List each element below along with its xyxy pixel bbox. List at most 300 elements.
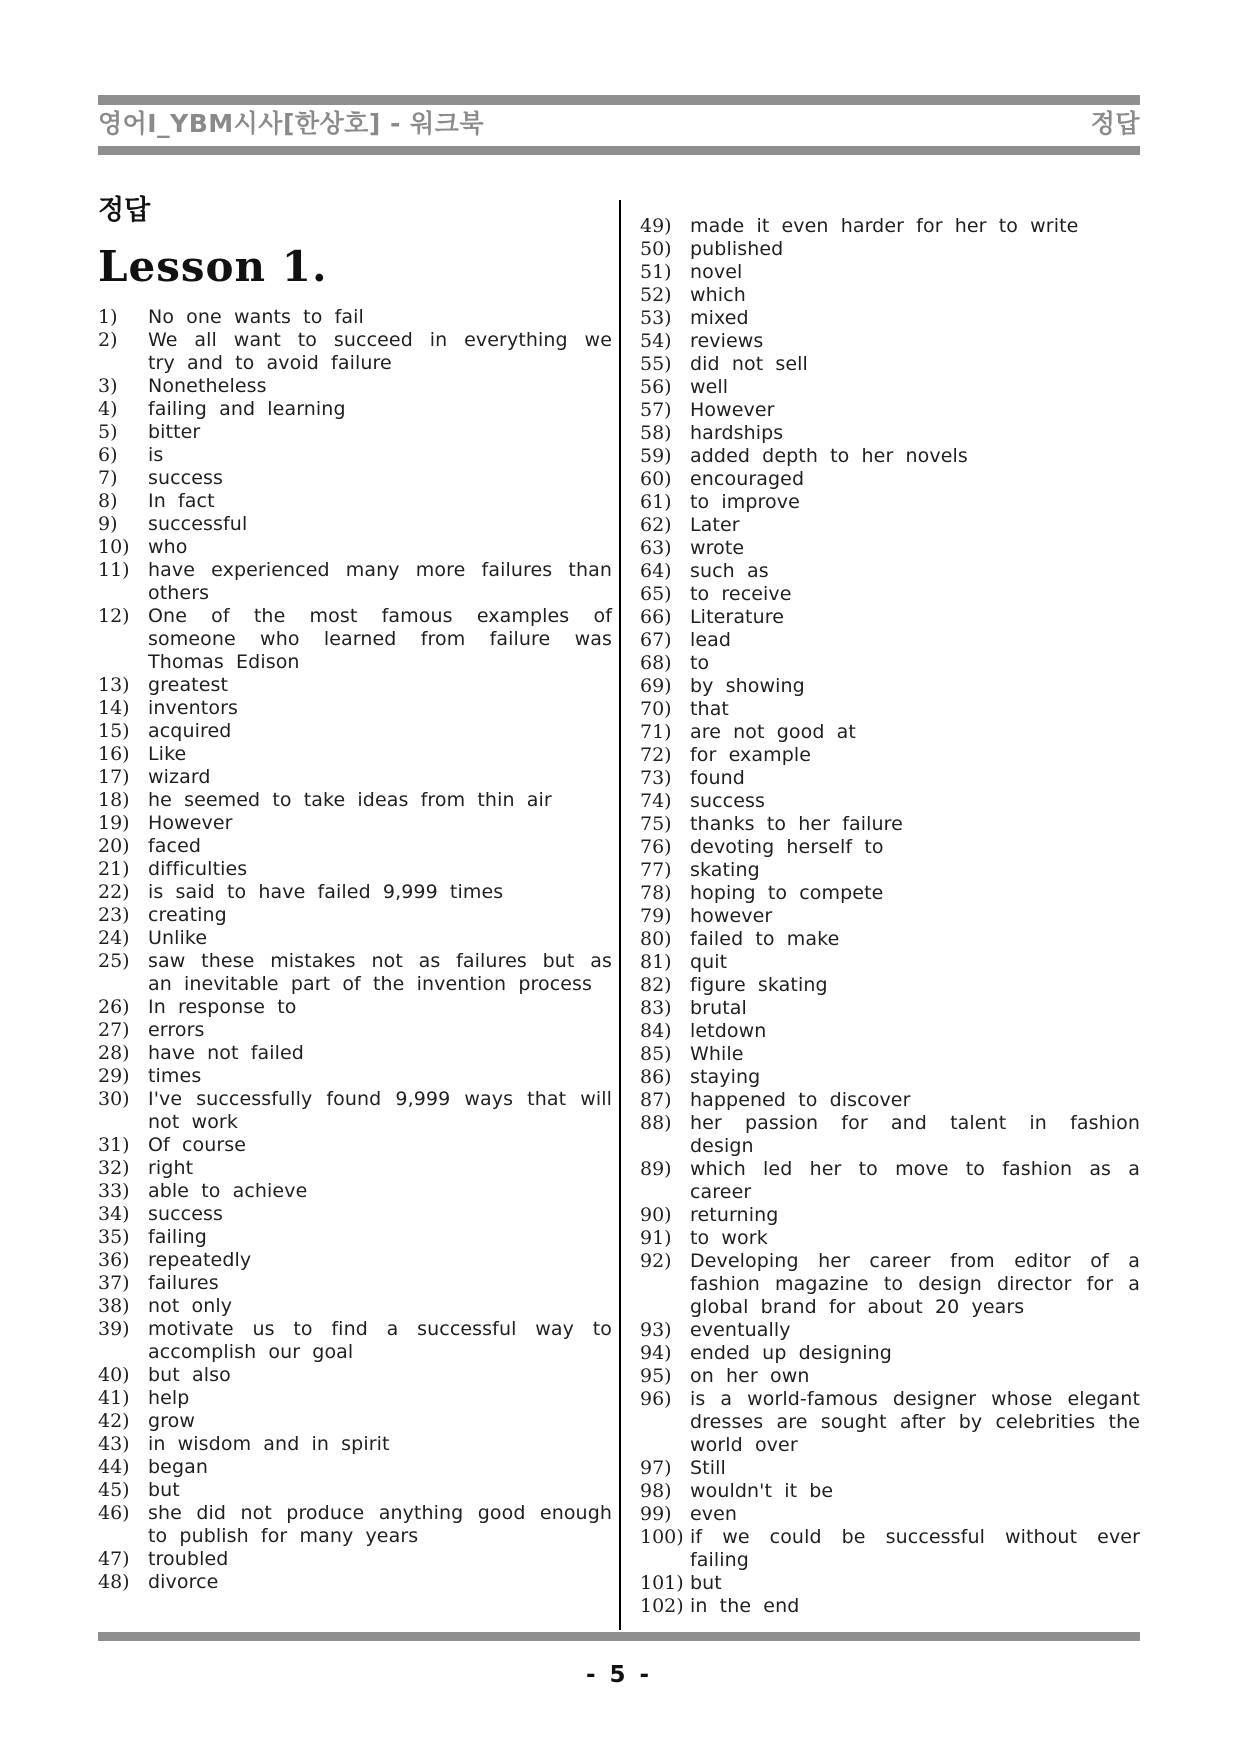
answer-number: 65) — [640, 583, 672, 605]
answer-item — [640, 629, 1140, 652]
answer-item — [640, 905, 1140, 928]
answer-item — [640, 813, 1140, 836]
answer-number: 74) — [640, 790, 672, 812]
answer-item — [640, 652, 1140, 675]
answer-item — [640, 238, 1140, 261]
answer-number: 48) — [98, 1571, 130, 1593]
answer-number: 42) — [98, 1410, 130, 1432]
answer-number: 68) — [640, 652, 672, 674]
answer-item — [640, 353, 1140, 376]
answer-number: 14) — [98, 697, 130, 719]
answer-number: 45) — [98, 1479, 130, 1501]
answer-text: saw these mistakes not as failures but as an inevitable part of the invention process — [148, 950, 612, 995]
answer-text: failing — [148, 1226, 207, 1248]
answer-item — [98, 1295, 612, 1318]
answer-number: 34) — [98, 1203, 130, 1225]
answer-number: 93) — [640, 1319, 672, 1341]
answer-number: 20) — [98, 835, 130, 857]
answer-item — [98, 835, 612, 858]
answer-text: brutal — [690, 997, 747, 1019]
answer-text: figure skating — [690, 974, 828, 996]
answer-item — [98, 996, 612, 1019]
answer-item — [98, 881, 612, 904]
answer-number: 31) — [98, 1134, 130, 1156]
answer-number: 38) — [98, 1295, 130, 1317]
answer-text: ended up designing — [690, 1342, 892, 1364]
answer-text: found — [690, 767, 745, 789]
answer-item — [98, 513, 612, 536]
answer-text: bitter — [148, 421, 201, 443]
answer-number: 26) — [98, 996, 130, 1018]
answer-number: 33) — [98, 1180, 130, 1202]
answer-number: 69) — [640, 675, 672, 697]
answer-number: 97) — [640, 1457, 672, 1479]
answer-text: failed to make — [690, 928, 840, 950]
answer-item — [640, 974, 1140, 997]
answer-text: troubled — [148, 1548, 229, 1570]
answer-number: 30) — [98, 1088, 130, 1110]
answer-number: 43) — [98, 1433, 130, 1455]
answer-number: 89) — [640, 1158, 672, 1180]
answer-text: which — [690, 284, 746, 306]
answer-number: 85) — [640, 1043, 672, 1065]
answer-number: 98) — [640, 1480, 672, 1502]
answer-text: added depth to her novels — [690, 445, 968, 467]
answer-text: thanks to her failure — [690, 813, 903, 835]
answer-number: 56) — [640, 376, 672, 398]
answer-item — [640, 928, 1140, 951]
answer-number: 78) — [640, 882, 672, 904]
answer-text: her passion for and talent in fashion design — [690, 1112, 1140, 1157]
answer-item — [98, 444, 612, 467]
answer-text: quit — [690, 951, 728, 973]
answer-number: 46) — [98, 1502, 130, 1524]
answer-text: letdown — [690, 1020, 767, 1042]
answer-item — [98, 1157, 612, 1180]
answer-item — [98, 904, 612, 927]
answer-number: 52) — [640, 284, 672, 306]
answer-item — [640, 399, 1140, 422]
answer-item — [640, 514, 1140, 537]
answer-number: 95) — [640, 1365, 672, 1387]
answer-number: 80) — [640, 928, 672, 950]
answer-item — [98, 1226, 612, 1249]
answer-number: 47) — [98, 1548, 130, 1570]
answer-number: 64) — [640, 560, 672, 582]
answer-text: happened to discover — [690, 1089, 911, 1111]
answer-number: 3) — [98, 375, 118, 397]
answer-item — [640, 859, 1140, 882]
answer-item — [640, 1365, 1140, 1388]
answer-item — [98, 743, 612, 766]
answer-item — [640, 445, 1140, 468]
answer-number: 94) — [640, 1342, 672, 1364]
answer-text: did not sell — [690, 353, 808, 375]
answer-text: made it even harder for her to write — [690, 215, 1079, 237]
answer-item — [640, 767, 1140, 790]
answer-text: grow — [148, 1410, 196, 1432]
answer-item — [98, 1502, 612, 1548]
answer-text: We all want to succeed in everything we try and to avoid failure — [148, 329, 612, 374]
answer-item — [98, 1318, 612, 1364]
answer-text: faced — [148, 835, 202, 857]
answer-item — [640, 675, 1140, 698]
answer-number: 12) — [98, 605, 130, 627]
answer-item — [640, 1066, 1140, 1089]
answer-item — [98, 1479, 612, 1502]
answer-item — [98, 789, 612, 812]
answer-item — [640, 1112, 1140, 1158]
answer-text: to — [690, 652, 710, 674]
answer-item — [98, 812, 612, 835]
answer-text: that — [690, 698, 729, 720]
answer-item — [640, 1342, 1140, 1365]
answer-text: difficulties — [148, 858, 248, 880]
answer-text: staying — [690, 1066, 761, 1088]
answer-item — [98, 674, 612, 697]
answer-item — [640, 882, 1140, 905]
answer-item — [98, 858, 612, 881]
answer-text: encouraged — [690, 468, 805, 490]
answer-item — [98, 1042, 612, 1065]
answer-text: greatest — [148, 674, 229, 696]
header-title-right: 정답 — [1090, 109, 1140, 138]
answer-item — [640, 951, 1140, 974]
answer-text: creating — [148, 904, 227, 926]
answer-item — [640, 1158, 1140, 1204]
answer-number: 35) — [98, 1226, 130, 1248]
answer-text: on her own — [690, 1365, 810, 1387]
answer-text: have not failed — [148, 1042, 304, 1064]
answer-item — [640, 1089, 1140, 1112]
answer-text: novel — [690, 261, 743, 283]
answer-item — [640, 491, 1140, 514]
answer-number: 27) — [98, 1019, 130, 1041]
answer-text: Nonetheless — [148, 375, 267, 397]
answer-item — [640, 307, 1140, 330]
answer-item — [98, 467, 612, 490]
answer-text: but — [148, 1479, 180, 1501]
answer-number: 24) — [98, 927, 130, 949]
answer-item — [98, 1433, 612, 1456]
answer-number: 62) — [640, 514, 672, 536]
answer-number: 4) — [98, 398, 118, 420]
answer-item — [98, 490, 612, 513]
answer-number: 81) — [640, 951, 672, 973]
answer-number: 44) — [98, 1456, 130, 1478]
answer-text: While — [690, 1043, 744, 1065]
answer-number: 40) — [98, 1364, 130, 1386]
answer-text: No one wants to fail — [148, 306, 364, 328]
answer-text: wrote — [690, 537, 745, 559]
answer-number: 60) — [640, 468, 672, 490]
answer-number: 77) — [640, 859, 672, 881]
answer-text: In fact — [148, 490, 215, 512]
answer-text: acquired — [148, 720, 232, 742]
answer-number: 23) — [98, 904, 130, 926]
answer-item — [98, 375, 612, 398]
answer-item — [98, 329, 612, 375]
answer-text: motivate us to find a successful way to accomplish our goal — [148, 1318, 612, 1363]
answer-item — [640, 1319, 1140, 1342]
answer-text: reviews — [690, 330, 764, 352]
answer-number: 99) — [640, 1503, 672, 1525]
answer-item — [98, 766, 612, 789]
answer-number: 54) — [640, 330, 672, 352]
answer-number: 100) — [640, 1526, 684, 1548]
answer-item — [98, 1203, 612, 1226]
answer-text: if we could be successful without ever failing — [690, 1526, 1140, 1571]
answer-item — [98, 927, 612, 950]
answer-item — [98, 1180, 612, 1203]
answer-item — [640, 376, 1140, 399]
answer-text: able to achieve — [148, 1180, 308, 1202]
answer-text: but — [690, 1572, 722, 1594]
answer-text: skating — [690, 859, 760, 881]
answer-text: by showing — [690, 675, 805, 697]
answer-number: 57) — [640, 399, 672, 421]
answer-number: 7) — [98, 467, 118, 489]
answer-item — [640, 215, 1140, 238]
answer-item — [640, 836, 1140, 859]
answer-text: However — [690, 399, 775, 421]
answer-text: such as — [690, 560, 769, 582]
answer-number: 72) — [640, 744, 672, 766]
answer-text: wouldn't it be — [690, 1480, 834, 1502]
answer-list-left — [98, 306, 612, 1594]
answer-item — [640, 606, 1140, 629]
answer-text: errors — [148, 1019, 205, 1041]
answer-text: Developing her career from editor of a fashion magazine to design director for a global brand for about 20 years — [690, 1250, 1140, 1318]
answer-text: However — [148, 812, 233, 834]
answer-item — [640, 1457, 1140, 1480]
answer-text: however — [690, 905, 773, 927]
answer-item — [98, 398, 612, 421]
column-divider — [619, 200, 621, 1630]
answer-text: even — [690, 1503, 738, 1525]
answer-number: 61) — [640, 491, 672, 513]
answer-number: 21) — [98, 858, 130, 880]
answer-item — [640, 422, 1140, 445]
answers-column-right — [640, 199, 1140, 1618]
answer-text: for example — [690, 744, 812, 766]
answer-text: returning — [690, 1204, 779, 1226]
answer-number: 10) — [98, 536, 130, 558]
answer-number: 51) — [640, 261, 672, 283]
answer-item — [98, 697, 612, 720]
answer-item — [640, 1595, 1140, 1618]
answer-number: 5) — [98, 421, 118, 443]
answer-text: Later — [690, 514, 740, 536]
answer-number: 82) — [640, 974, 672, 996]
answer-number: 87) — [640, 1089, 672, 1111]
answer-text: hoping to compete — [690, 882, 884, 904]
answer-number: 9) — [98, 513, 118, 535]
answer-text: is said to have failed 9,999 times — [148, 881, 504, 903]
answer-text: In response to — [148, 996, 297, 1018]
answer-number: 92) — [640, 1250, 672, 1272]
answer-number: 15) — [98, 720, 130, 742]
answer-number: 1) — [98, 306, 118, 328]
answer-number: 83) — [640, 997, 672, 1019]
answer-text: mixed — [690, 307, 749, 329]
answer-text: times — [148, 1065, 202, 1087]
answer-item — [640, 1227, 1140, 1250]
answer-number: 84) — [640, 1020, 672, 1042]
answer-item — [98, 1065, 612, 1088]
answer-item — [98, 559, 612, 605]
answer-text: published — [690, 238, 784, 260]
answer-text: failures — [148, 1272, 219, 1294]
answer-number: 11) — [98, 559, 130, 581]
answer-item — [98, 1548, 612, 1571]
answer-number: 55) — [640, 353, 672, 375]
answer-text: to work — [690, 1227, 768, 1249]
answer-item — [640, 997, 1140, 1020]
answer-text: well — [690, 376, 729, 398]
answer-text: who — [148, 536, 188, 558]
answer-item — [98, 1249, 612, 1272]
answer-item — [640, 583, 1140, 606]
answer-item — [98, 1571, 612, 1594]
header-title-left: 영어I_YBM시사[한상호] - 워크북 — [98, 109, 484, 138]
answer-item — [640, 698, 1140, 721]
answer-number: 63) — [640, 537, 672, 559]
answer-number: 91) — [640, 1227, 672, 1249]
answer-number: 25) — [98, 950, 130, 972]
answer-text: lead — [690, 629, 732, 651]
header-rule-bottom — [98, 146, 1140, 155]
answer-item — [98, 1456, 612, 1479]
answer-number: 71) — [640, 721, 672, 743]
answer-text: Still — [690, 1457, 726, 1479]
answer-number: 22) — [98, 881, 130, 903]
answer-text: to improve — [690, 491, 800, 513]
answer-text: failing and learning — [148, 398, 346, 420]
answer-number: 37) — [98, 1272, 130, 1294]
answer-text: Literature — [690, 606, 785, 628]
answer-item — [98, 536, 612, 559]
answer-item — [98, 1088, 612, 1134]
answer-text: hardships — [690, 422, 784, 444]
answer-text: not only — [148, 1295, 233, 1317]
answer-number: 88) — [640, 1112, 672, 1134]
answer-number: 75) — [640, 813, 672, 835]
answer-text: success — [148, 1203, 224, 1225]
answer-item — [640, 1250, 1140, 1319]
answer-item — [98, 306, 612, 329]
answer-item — [98, 720, 612, 743]
answer-number: 50) — [640, 238, 672, 260]
page-header — [98, 107, 1140, 141]
answer-item — [98, 1410, 612, 1433]
answer-text: have experienced many more failures than others — [148, 559, 612, 604]
answer-text: right — [148, 1157, 194, 1179]
answer-number: 32) — [98, 1157, 130, 1179]
answer-item — [640, 790, 1140, 813]
answer-text: to receive — [690, 583, 792, 605]
answer-text: in the end — [690, 1595, 800, 1617]
answer-item — [640, 330, 1140, 353]
answer-number: 49) — [640, 215, 672, 237]
answer-number: 13) — [98, 674, 130, 696]
answer-item — [98, 1364, 612, 1387]
answer-item — [98, 605, 612, 674]
answer-number: 58) — [640, 422, 672, 444]
answer-text: she did not produce anything good enough to publish for many years — [148, 1502, 612, 1547]
answer-text: success — [148, 467, 224, 489]
answer-text: in wisdom and in spirit — [148, 1433, 390, 1455]
answer-item — [640, 1204, 1140, 1227]
answers-heading: 정답 — [98, 195, 151, 226]
answer-item — [640, 261, 1140, 284]
answer-number: 86) — [640, 1066, 672, 1088]
answer-number: 101) — [640, 1572, 684, 1594]
answer-item — [640, 721, 1140, 744]
answer-number: 41) — [98, 1387, 130, 1409]
answer-text: I've successfully found 9,999 ways that will not work — [148, 1088, 612, 1133]
answer-text: repeatedly — [148, 1249, 252, 1271]
answer-text: One of the most famous examples of someone who learned from failure was Thomas Edison — [148, 605, 612, 673]
answer-text: began — [148, 1456, 208, 1478]
answer-number: 29) — [98, 1065, 130, 1087]
answer-number: 76) — [640, 836, 672, 858]
answer-text: is — [148, 444, 164, 466]
answer-number: 8) — [98, 490, 118, 512]
answer-number: 67) — [640, 629, 672, 651]
answer-number: 53) — [640, 307, 672, 329]
answer-text: success — [690, 790, 766, 812]
answer-number: 59) — [640, 445, 672, 467]
answer-number: 28) — [98, 1042, 130, 1064]
answer-item — [640, 1480, 1140, 1503]
answer-item — [640, 1020, 1140, 1043]
answer-number: 90) — [640, 1204, 672, 1226]
answer-text: are not good at — [690, 721, 856, 743]
answer-number: 19) — [98, 812, 130, 834]
answer-text: Like — [148, 743, 187, 765]
answer-text: but also — [148, 1364, 231, 1386]
answer-text: Of course — [148, 1134, 247, 1156]
answer-text: help — [148, 1387, 190, 1409]
answer-number: 102) — [640, 1595, 684, 1617]
answer-item — [98, 950, 612, 996]
answer-number: 66) — [640, 606, 672, 628]
answer-number: 2) — [98, 329, 118, 351]
answer-number: 39) — [98, 1318, 130, 1340]
answer-item — [640, 744, 1140, 767]
answer-text: eventually — [690, 1319, 791, 1341]
answer-number: 96) — [640, 1388, 672, 1410]
answer-item — [98, 1387, 612, 1410]
answer-text: which led her to move to fashion as a career — [690, 1158, 1140, 1203]
answer-item — [98, 1019, 612, 1042]
answer-number: 73) — [640, 767, 672, 789]
page-number: - 5 - — [585, 1662, 653, 1688]
answer-item — [98, 421, 612, 444]
answers-column-left — [98, 192, 612, 1594]
answer-item — [640, 284, 1140, 307]
answer-text: devoting herself to — [690, 836, 884, 858]
answer-text: wizard — [148, 766, 211, 788]
answer-list-right — [640, 215, 1140, 1618]
answer-item — [640, 1503, 1140, 1526]
answer-number: 18) — [98, 789, 130, 811]
answer-text: inventors — [148, 697, 238, 719]
answer-number: 70) — [640, 698, 672, 720]
answer-item — [640, 537, 1140, 560]
answer-number: 16) — [98, 743, 130, 765]
